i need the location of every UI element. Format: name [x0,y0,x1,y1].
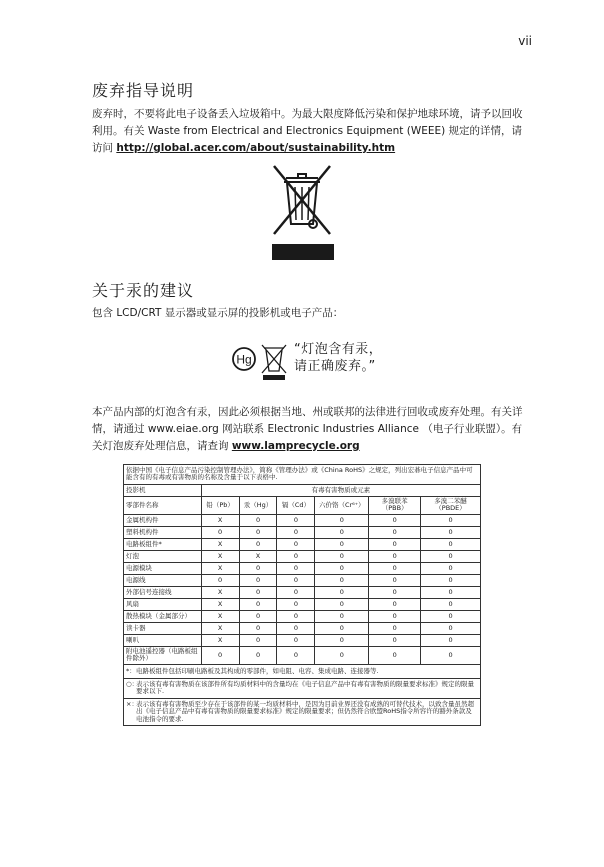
cell: 0 [315,514,369,526]
cell: 0 [421,646,481,664]
note-text: 电路板组件包括印刷电路板及其构成的零部件，如电阻、电容、集成电路、连接器等. [136,666,379,675]
page-number: vii [518,34,532,48]
cell: 0 [421,550,481,562]
note-mark: *： [126,666,136,675]
mercury-paragraph [92,404,526,455]
note-text: 表示该有毒有害物质至少存在于该部件的某一均质材料中，是因为目前业界还没有成熟的可替代技术，以致含量虽然超出《电子信息产品中有毒有害物质的限量要求标准》规定的限量要求；但仍然符合欧盟RoHS指令所容许的豁外条款及电池指令的要求. [136,699,474,723]
cell: 0 [277,562,315,574]
table-row [124,646,481,664]
hg-label: Hg [236,352,252,367]
cell: 0 [239,538,277,550]
cell: 0 [315,574,369,586]
note-text: 表示该有毒有害物质在该部件所有均质材料中的含量均在《电子信息产品中有毒有害物质的限量要求标准》规定的限量要求以下. [136,679,474,696]
part-name: 电路板组件* [124,538,202,550]
cell: 0 [369,538,421,550]
weee-paragraph [92,106,526,157]
cell: 0 [277,586,315,598]
part-name: 外部信号连接线 [124,586,202,598]
cell: 0 [421,562,481,574]
cell: 0 [421,526,481,538]
cell: 0 [369,550,421,562]
part-name: 塑料机构件 [124,526,202,538]
col-header: 多溴联苯（PBB） [369,496,421,514]
col-header: 六价铬（Cr⁶⁺） [315,496,369,514]
cell: 0 [239,622,277,634]
cell: 0 [277,610,315,622]
mercury-warning-line2: 请正确废弃。” [294,359,376,374]
cell: 0 [277,622,315,634]
cell: 0 [277,526,315,538]
weee-link[interactable]: http://global.acer.com/about/sustainability.htm [116,142,396,154]
cell: 0 [421,538,481,550]
cell: 0 [277,646,315,664]
cell: X [201,634,239,646]
table-row [124,598,481,610]
cell: 0 [315,526,369,538]
table-row [124,574,481,586]
rohs-body [124,514,481,664]
cell: 0 [315,634,369,646]
cell: 0 [315,622,369,634]
col-header: 铅（Pb） [201,496,239,514]
cell: 0 [277,514,315,526]
cell: 0 [239,598,277,610]
part-name: 读卡器 [124,622,202,634]
col-part-group: 投影机 [124,484,202,496]
table-row [124,622,481,634]
cell: 0 [277,598,315,610]
part-name: 喇叭 [124,634,202,646]
note-row [124,698,481,725]
part-name: 灯泡 [124,550,202,562]
cell: 0 [315,586,369,598]
note-row [124,678,481,698]
cell: 0 [369,562,421,574]
table-row [124,526,481,538]
cell: X [239,550,277,562]
cell: X [201,538,239,550]
cell: 0 [369,634,421,646]
crossed-bin-icon [262,156,342,262]
table-row [124,562,481,574]
mercury-warning [294,341,382,375]
cell: 0 [239,586,277,598]
cell: 0 [239,610,277,622]
part-name: 金属机构件 [124,514,202,526]
cell: 0 [369,526,421,538]
cell: 0 [421,514,481,526]
part-name: 附电池遥控器（电路板组件除外） [124,646,202,664]
mercury-text: 本产品内部的灯泡含有汞，因此必须根据当地、州或联邦的法律进行回收或废弃处理。有关详情，请通过 www.eiae.org 网站联系 Electronic Industries Alliance （电子行业联盟）。有关灯泡废弃处理信息，请查询 [92,406,523,452]
cell: X [201,610,239,622]
cell: 0 [239,562,277,574]
part-name: 电源模块 [124,562,202,574]
weee-heading: 废弃指导说明 [92,81,195,100]
cell: 0 [239,646,277,664]
note-row [124,664,481,678]
cell: 0 [277,634,315,646]
cell: 0 [421,610,481,622]
cell: 0 [315,610,369,622]
table-row [124,514,481,526]
cell: 0 [369,610,421,622]
note-mark: ×： [126,699,138,708]
cell: X [201,622,239,634]
cell: 0 [421,634,481,646]
cell: X [201,514,239,526]
cell: 0 [421,622,481,634]
part-name: 风扇 [124,598,202,610]
col-header: 镉（Cd） [277,496,315,514]
weee-text: 废弃时，不要将此电子设备丢入垃圾箱中。为最大限度降低污染和保护地球环境，请予以回收利用。有关 Waste from Electrical and Electronics Equipment (WEEE) 规定的详情，请访问 [92,108,523,154]
cell: 0 [369,622,421,634]
cell: 0 [369,646,421,664]
cell: 0 [277,538,315,550]
cell: 0 [277,574,315,586]
table-row [124,538,481,550]
cell: X [201,562,239,574]
cell: 0 [369,598,421,610]
rohs-table [123,464,481,726]
col-header: 汞（Hg） [239,496,277,514]
col-hazard-group: 有毒有害物质或元素 [201,484,480,496]
cell: 0 [421,574,481,586]
cell: 0 [239,526,277,538]
table-row [124,634,481,646]
cell: X [201,598,239,610]
cell: X [201,586,239,598]
mercury-heading: 关于汞的建议 [92,281,195,300]
cell: 0 [369,586,421,598]
table-row [124,586,481,598]
cell: 0 [421,598,481,610]
cell: 0 [369,574,421,586]
cell: 0 [315,562,369,574]
part-name: 散热模块（金属部分） [124,610,202,622]
cell: 0 [315,550,369,562]
cell: 0 [277,550,315,562]
cell: 0 [421,586,481,598]
cell: 0 [315,598,369,610]
table-row [124,610,481,622]
col-part-name: 零部件名称 [124,496,202,514]
cell: 0 [239,634,277,646]
cell: 0 [315,646,369,664]
mercury-intro: 包含 LCD/CRT 显示器或显示屏的投影机或电子产品： [92,307,344,319]
cell: 0 [201,646,239,664]
cell: 0 [369,514,421,526]
lamprecycle-link[interactable]: www.lamprecycle.org [231,440,360,452]
mercury-warning-line1: “灯泡含有汞， [294,342,383,357]
col-header: 多溴二苯醚（PBDE） [421,496,481,514]
table-row [124,550,481,562]
cell: 0 [201,526,239,538]
part-name: 电源线 [124,574,202,586]
cell: 0 [239,574,277,586]
cell: X [201,550,239,562]
rohs-intro: 依据中国《电子信息产品污染控制管理办法》，简称《管理办法》或《China RoHS》之规定，列出宏碁电子信息产品中可能含有的有毒或有害物质的名称及含量于以下表格中. [124,465,481,485]
cell: 0 [315,538,369,550]
note-mark: ○： [126,679,139,688]
cell: 0 [201,574,239,586]
cell: 0 [239,514,277,526]
